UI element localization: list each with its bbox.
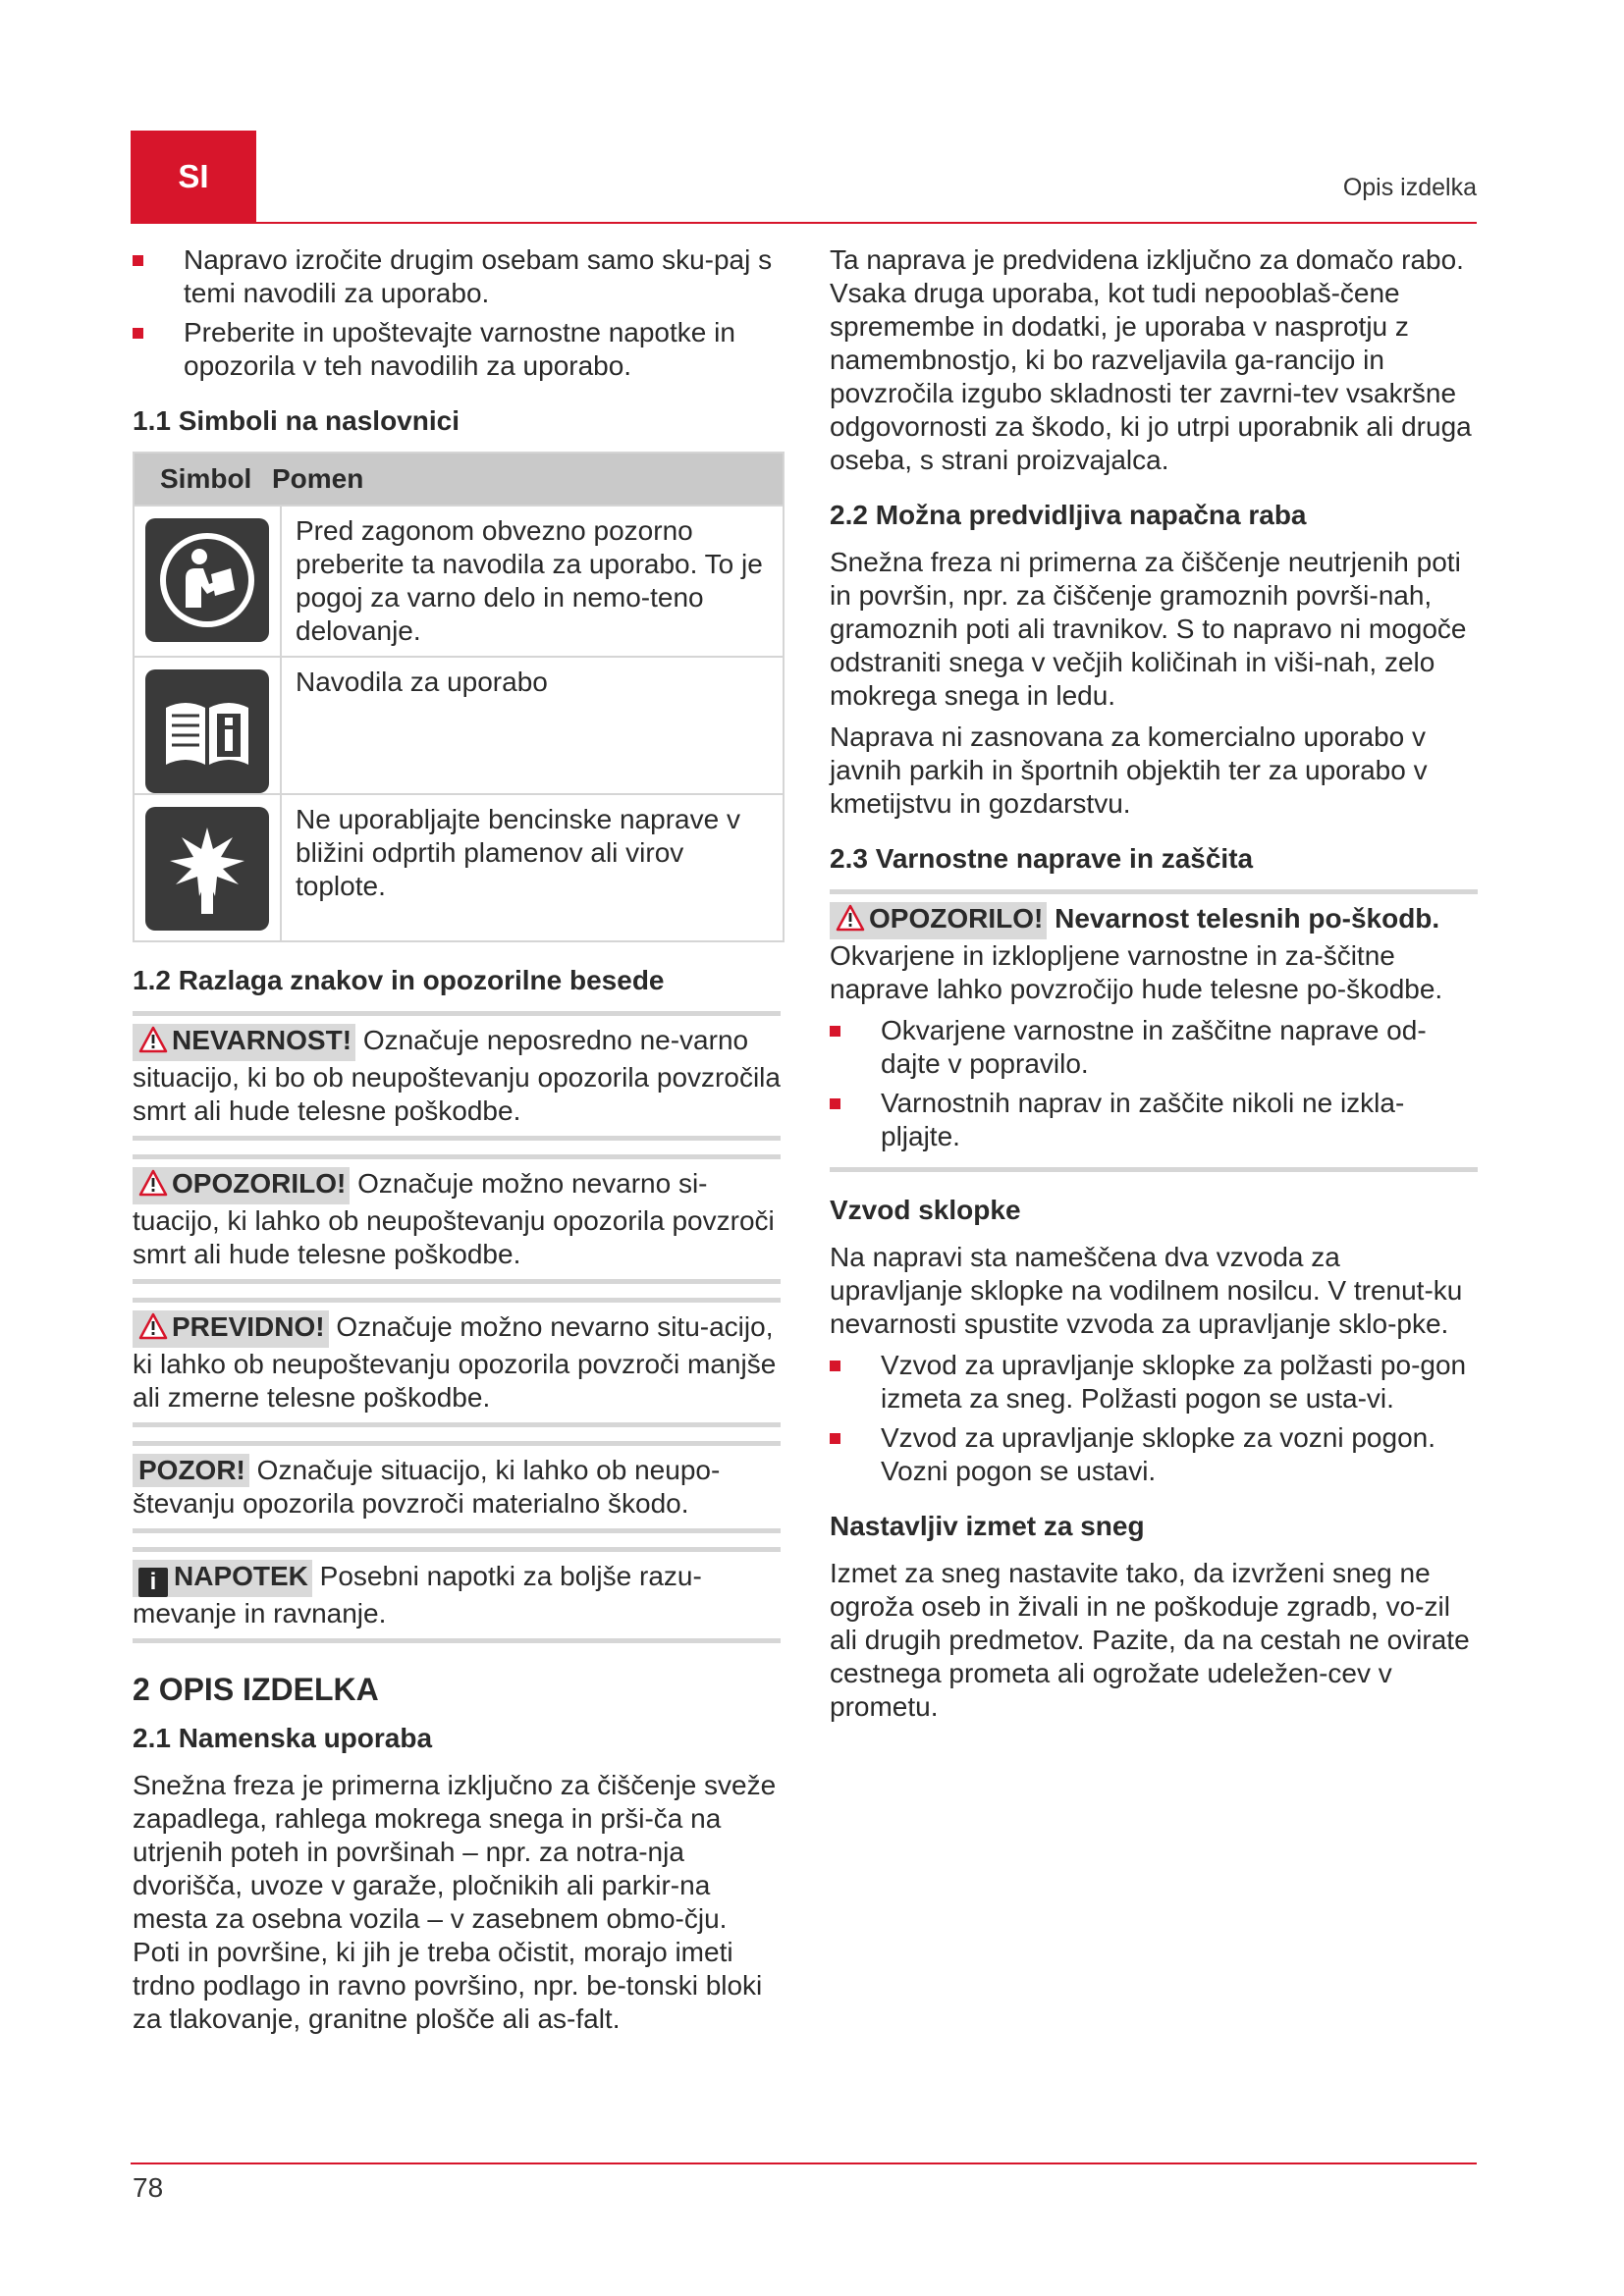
safety-bullet-list (830, 1014, 1478, 1153)
language-badge: SI (131, 131, 256, 223)
signal-word-danger: NEVARNOST! Označuje neposredno ne-varno situacijo, ki bo ob neupoštevanju opozorila povzročila smrt ali hude telesne poškodbe. (133, 1011, 781, 1141)
bullet-square-icon (830, 1433, 840, 1444)
list-item: Varnostnih naprav in zaščite nikoli ne izkla-pljajte. (830, 1087, 1478, 1153)
list-item: Okvarjene varnostne in zaščitne naprave od-dajte v popravilo. (830, 1014, 1478, 1081)
table-row (135, 793, 783, 940)
warning-triangle-icon (138, 1169, 168, 1204)
heading-snow-chute: Nastavljiv izmet za sneg (830, 1511, 1145, 1541)
symbol-meaning: Navodila za uporabo (296, 667, 548, 697)
intended-use-continued: Ta naprava je predvidena izključno za domačo rabo. Vsaka druga uporaba, kot tudi nepooblaš-čene spremembe in dodatki, je uporaba v nasprotju z namembnostjo, ki bo razveljavila ga-rancijo in povzročila izgubo skladnosti ter zavrni-tev vsakršne odgovornosti za škodo, ki jo utrpi uporabnik ali druga oseba, s strani proizvajalca. (830, 244, 1472, 475)
heading-clutch-lever: Vzvod sklopke (830, 1195, 1021, 1225)
heading-1-1: 1.1 Simboli na naslovnici (133, 405, 460, 436)
misuse-paragraph-1: Snežna freza ni primerna za čiščenje neutrjenih poti in površin, npr. za čiščenje gramoznih površi-nah, gramoznih poti ali travnikov. S to napravo ni mogoče odstraniti snega v večjih količinah in viši-nah, zelo mokrega snega in ledu. (830, 547, 1467, 711)
signal-word-warning: OPOZORILO! Označuje možno nevarno si-tuacijo, ki lahko ob neupoštevanju opozorila povzroči smrt ali hude telesne poškodbe. (133, 1154, 781, 1284)
bullet-square-icon (133, 255, 143, 266)
page-number: 78 (133, 2172, 164, 2203)
list-item: Napravo izročite drugim osebam samo sku-paj s temi navodili za uporabo. (133, 243, 781, 310)
bullet-square-icon (830, 1098, 840, 1109)
symbol-meaning: Pred zagonom obvezno pozorno preberite ta navodila za uporabo. To je pogoj za varno delo in nemo-teno delovanje. (296, 515, 763, 646)
table-header (135, 454, 783, 505)
list-item: Preberite in upoštevajte varnostne napotke in opozorila v teh navodilih za uporabo. (133, 316, 781, 383)
heading-1-2: 1.2 Razlaga znakov in opozorilne besede (133, 965, 665, 995)
section-title: Opis izdelka (1342, 174, 1477, 201)
column-header-symbol: Simbol (160, 463, 252, 494)
chute-text: Izmet za sneg nastavite tako, da izvrženi sneg ne ogroža oseb in živali in ne poškoduje zgradb, vo-zil ali drugih predmetov. Pazite, da na cestah ne ovirate cestnega prometa ali ogrožate udeležen-cev v prometu. (830, 1558, 1470, 1722)
bullet-square-icon (133, 328, 143, 339)
read-manual-icon (145, 518, 269, 642)
heading-2-1: 2.1 Namenska uporaba (133, 1723, 433, 1753)
heading-2: 2 OPIS IZDELKA (133, 1672, 379, 1707)
no-open-flame-icon (145, 807, 269, 931)
signal-word-caution: PREVIDNO! Označuje možno nevarno situ-acijo, ki lahko ob neupoštevanju opozorila povzroči manjše ali zmerne telesne poškodbe. (133, 1298, 781, 1427)
clutch-text: Na napravi sta nameščena dva vzvoda za upravljanje sklopke na vodilnem nosilcu. V trenut-ku nevarnosti spustite vzvoda za upravljanje sklo-pke. (830, 1242, 1463, 1339)
header-divider (131, 222, 1477, 224)
signal-word-tip: i NAPOTEK Posebni napotki za boljše razu-mevanje in ravnanje. (133, 1547, 781, 1643)
left-column (133, 243, 781, 2044)
bullet-square-icon (830, 1361, 840, 1371)
footer-divider (131, 2163, 1477, 2164)
table-row (135, 656, 783, 793)
safety-warning-block: OPOZORILO! Nevarnost telesnih po-škodb. Okvarjene in izklopljene varnostne in za-ščitne naprave lahko povzročijo hude telesne po-škodbe. Okvarjene varnostne in zaščitne naprave od-dajte v popravilo. Varnostnih naprav in zaščite nikoli ne izkla-pljajte. (830, 889, 1478, 1172)
clutch-bullet-list (830, 1349, 1478, 1488)
manual-info-icon (145, 669, 269, 793)
right-column (830, 243, 1478, 1732)
intro-bullet-list (133, 243, 781, 383)
list-item: Vzvod za upravljanje sklopke za polžasti po-gon izmeta za sneg. Polžasti pogon se usta-vi. (830, 1349, 1478, 1415)
bullet-square-icon (830, 1026, 840, 1037)
warning-triangle-icon (836, 904, 865, 939)
symbol-meaning: Ne uporabljajte bencinske naprave v bližini odprtih plamenov ali virov toplote. (296, 804, 740, 901)
table-row (135, 505, 783, 656)
heading-2-2: 2.2 Možna predvidljiva napačna raba (830, 500, 1307, 530)
intended-use-text: Snežna freza je primerna izključno za čiščenje sveže zapadlega, rahlega mokrega snega in prši-ča na utrjenih poteh in površinah – npr. za notra-nja dvorišča, uvoze v garaže, pločnikih ali parkir-na mesta za osebna vozila – v zasebnem obmo-čju. Poti in površine, ki jih je treba očistit, morajo imeti trdno podlago in ravno površino, npr. be-tonski bloki za tlakovanje, granitne plošče ali as-falt. (133, 1770, 777, 2034)
symbol-table (133, 452, 785, 942)
column-header-meaning: Pomen (272, 463, 364, 494)
signal-word-notice: POZOR! Označuje situacijo, ki lahko ob neupo-števanju opozorila povzroči materialno škodo. (133, 1441, 781, 1533)
heading-2-3: 2.3 Varnostne naprave in zaščita (830, 843, 1254, 874)
info-icon: i (138, 1568, 168, 1597)
list-item: Vzvod za upravljanje sklopke za vozni pogon. Vozni pogon se ustavi. (830, 1421, 1478, 1488)
misuse-paragraph-2: Naprava ni zasnovana za komercialno uporabo v javnih parkih in športnih objektih ter za uporabo v kmetijstvu in gozdarstvu. (830, 721, 1428, 819)
warning-triangle-icon (138, 1312, 168, 1348)
warning-triangle-icon (138, 1026, 168, 1061)
